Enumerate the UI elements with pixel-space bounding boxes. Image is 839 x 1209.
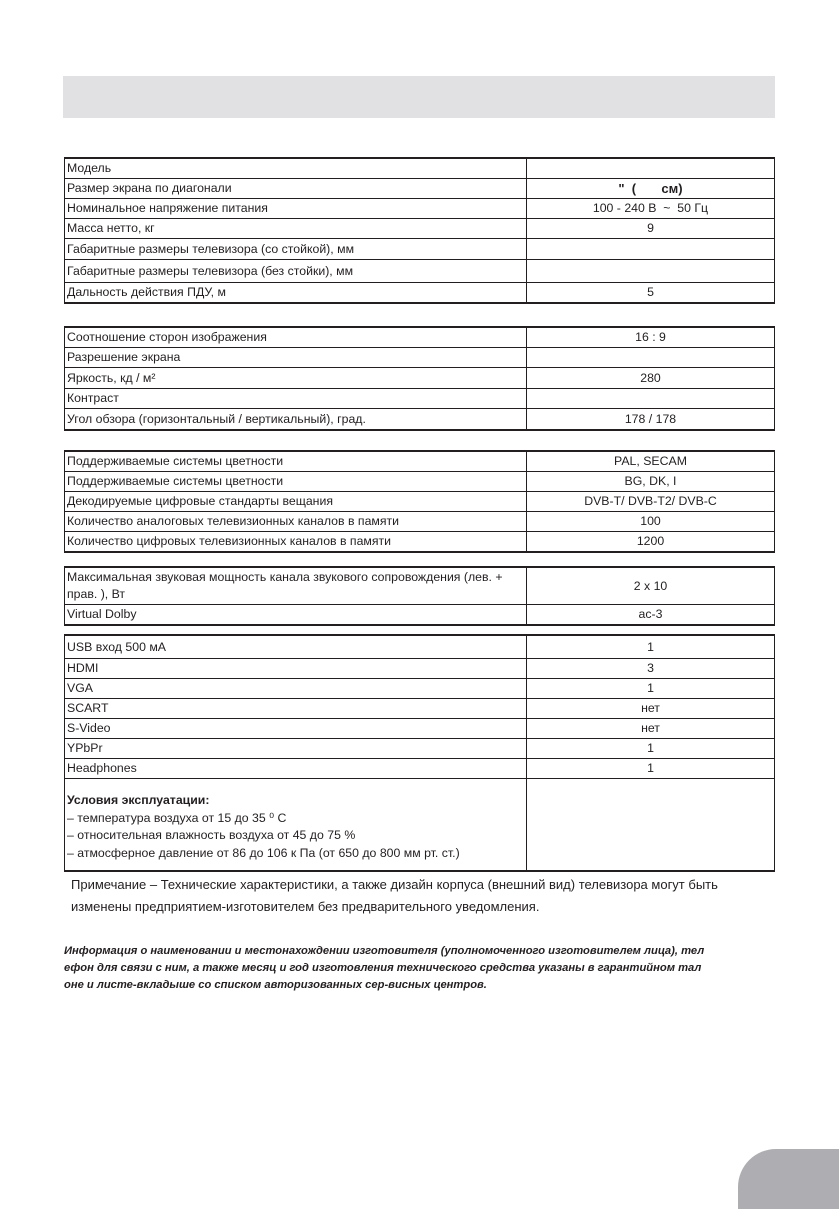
display-specs-table <box>64 326 775 431</box>
spec-label: Контраст <box>65 389 527 409</box>
spec-label: Номинальное напряжение питания <box>65 199 527 219</box>
spec-value <box>527 389 775 409</box>
table-row <box>65 219 775 239</box>
spec-value: PAL, SECAM <box>527 451 775 472</box>
spec-label: Headphones <box>65 759 527 779</box>
spec-value: 1200 <box>527 532 775 553</box>
table-row <box>65 451 775 472</box>
table-row <box>65 239 775 260</box>
table-row <box>65 679 775 699</box>
table-row <box>65 532 775 553</box>
spec-value: 2 x 10 <box>527 567 775 605</box>
spec-value: 1 <box>527 679 775 699</box>
condition-line: – температура воздуха от 15 до 35 ⁰ С <box>67 810 287 825</box>
spec-value: DVB-T/ DVB-T2/ DVB-C <box>527 492 775 512</box>
spec-label: Соотношение сторон изображения <box>65 327 527 348</box>
table-row <box>65 635 775 659</box>
spec-value: 100 - 240 В ~ 50 Гц <box>527 199 775 219</box>
spec-label: Поддерживаемые системы цветности <box>65 472 527 492</box>
table-row <box>65 179 775 199</box>
spec-value <box>527 260 775 283</box>
page-number-tab <box>738 1149 839 1209</box>
spec-value: 5 <box>527 283 775 304</box>
spec-value <box>527 779 775 872</box>
spec-value: 280 <box>527 368 775 389</box>
spec-label: Модель <box>65 158 527 179</box>
audio-specs-table <box>64 566 775 626</box>
table-row <box>65 567 775 605</box>
info-line: Информация о наименовании и местонахождении изготовителя (уполномоченного изготовителем лица), тел <box>64 945 705 957</box>
table-row <box>65 409 775 431</box>
spec-label: Декодируемые цифровые стандарты вещания <box>65 492 527 512</box>
table-row <box>65 283 775 304</box>
table-row <box>65 260 775 283</box>
spec-label: YPbPr <box>65 739 527 759</box>
table-row <box>65 605 775 626</box>
spec-label: Угол обзора (горизонтальный / вертикальный), град. <box>65 409 527 431</box>
interfaces-specs-table <box>64 634 775 872</box>
table-row <box>65 348 775 368</box>
spec-label: Разрешение экрана <box>65 348 527 368</box>
note-line: изменены предприятием-изготовителем без предварительного уведомления. <box>71 899 540 914</box>
spec-value: 178 / 178 <box>527 409 775 431</box>
table-row <box>65 472 775 492</box>
spec-value <box>527 348 775 368</box>
spec-label: Масса нетто, кг <box>65 219 527 239</box>
spec-value: 100 <box>527 512 775 532</box>
spec-label: HDMI <box>65 659 527 679</box>
spec-label: Количество аналоговых телевизионных каналов в памяти <box>65 512 527 532</box>
table-row <box>65 659 775 679</box>
header-band <box>63 76 775 118</box>
spec-value: " ( см) <box>527 179 775 199</box>
table-row <box>65 512 775 532</box>
table-row <box>65 389 775 409</box>
table-row <box>65 739 775 759</box>
table-row <box>65 492 775 512</box>
info-line: ефон для связи с ним, а также месяц и год изготовления технического средства указаны в гарантийном тал <box>64 962 702 974</box>
operating-conditions <box>65 779 527 872</box>
condition-line: – атмосферное давление от 86 до 106 к Па (от 650 до 800 мм рт. ст.) <box>67 845 460 860</box>
spec-value <box>527 239 775 260</box>
spec-value: ac-3 <box>527 605 775 626</box>
spec-value: 1 <box>527 635 775 659</box>
spec-label: Поддерживаемые системы цветности <box>65 451 527 472</box>
manufacturer-info-paragraph <box>64 943 779 994</box>
spec-label: Габаритные размеры телевизора (со стойкой), мм <box>65 239 527 260</box>
spec-value: 1 <box>527 739 775 759</box>
broadcast-specs-table <box>64 450 775 553</box>
info-line: оне и листе-вкладыше со списком авторизованных сер-висных центров. <box>64 979 487 991</box>
note-paragraph <box>71 874 781 918</box>
table-row <box>65 719 775 739</box>
spec-label: Virtual Dolby <box>65 605 527 626</box>
spec-label: Размер экрана по диагонали <box>65 179 527 199</box>
conditions-row <box>65 779 775 872</box>
condition-line: – относительная влажность воздуха от 45 до 75 % <box>67 828 356 842</box>
spec-label: USB вход 500 мА <box>65 635 527 659</box>
table-row <box>65 699 775 719</box>
spec-label: SCART <box>65 699 527 719</box>
table-row <box>65 158 775 179</box>
spec-value: BG, DK, I <box>527 472 775 492</box>
table-row <box>65 759 775 779</box>
spec-value: 9 <box>527 219 775 239</box>
spec-label: Максимальная звуковая мощность канала звукового сопровождения (лев. + прав. ), Вт <box>65 567 527 605</box>
spec-value: нет <box>527 719 775 739</box>
table-row <box>65 327 775 348</box>
spec-label: Яркость, кд / м² <box>65 368 527 389</box>
note-line: Примечание – Технические характеристики, а также дизайн корпуса (внешний вид) телевизора могут быть <box>71 877 718 892</box>
spec-label: Габаритные размеры телевизора (без стойки), мм <box>65 260 527 283</box>
spec-label: S-Video <box>65 719 527 739</box>
spec-value: 16 : 9 <box>527 327 775 348</box>
table-row <box>65 368 775 389</box>
spec-label: VGA <box>65 679 527 699</box>
table-row <box>65 199 775 219</box>
spec-value <box>527 158 775 179</box>
spec-label: Количество цифровых телевизионных каналов в памяти <box>65 532 527 553</box>
conditions-title: Условия эксплуатации: <box>67 793 210 807</box>
spec-value: 3 <box>527 659 775 679</box>
general-specs-table <box>64 157 775 304</box>
spec-value: нет <box>527 699 775 719</box>
spec-value: 1 <box>527 759 775 779</box>
spec-label: Дальность действия ПДУ, м <box>65 283 527 304</box>
